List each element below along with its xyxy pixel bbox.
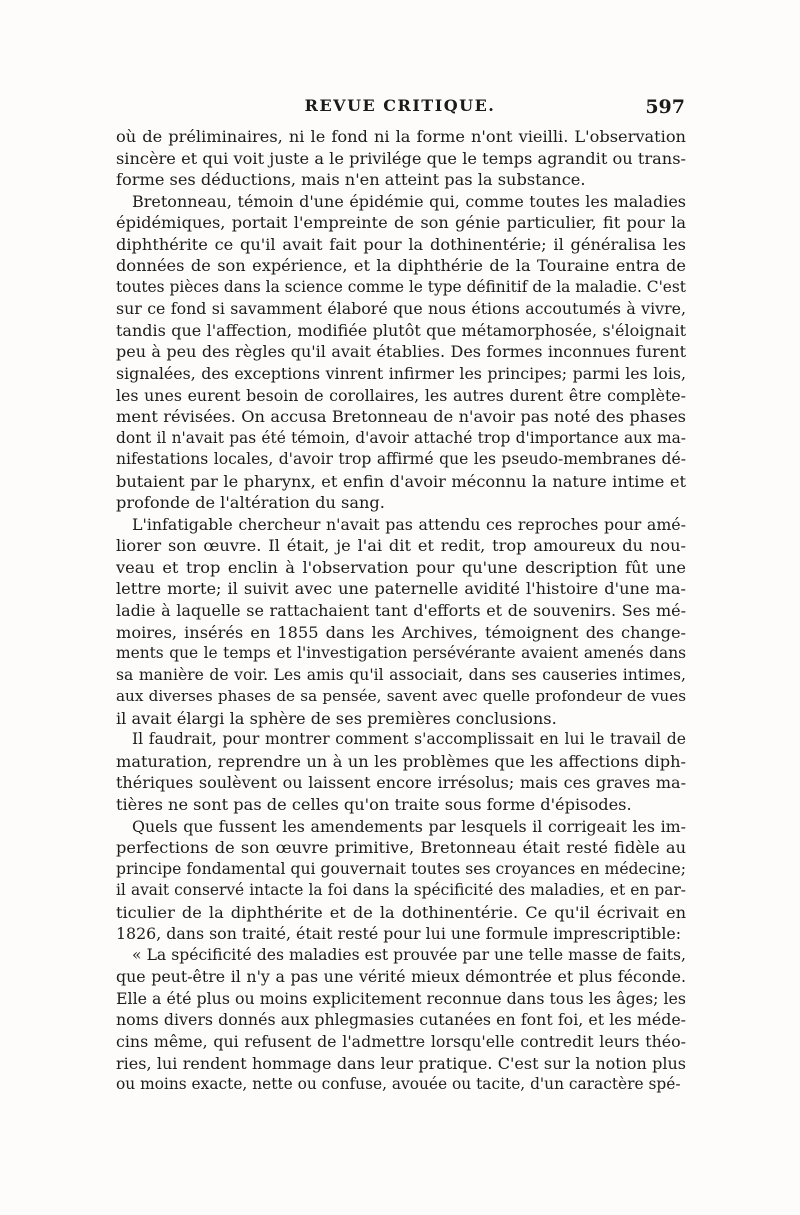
text-line: il avait élargi la sphère de ses premières conclusions.	[116, 708, 557, 728]
text-line: perfections de son œuvre primitive, Bretonneau était resté fidèle au	[116, 838, 686, 858]
text-line: toutes pièces dans la science comme le type définitif de la maladie. C'est	[116, 277, 686, 296]
text-line: Quels que fussent les amendements par lesquels il corrigeait les im-	[132, 816, 686, 836]
text-line: signalées, des exceptions vinrent infirmer les principes; parmi les lois,	[116, 364, 686, 384]
text-line: diphthérite ce qu'il avait fait pour la dothinentérie; il généralisa les	[116, 234, 686, 254]
text-line: L'infatigable chercheur n'avait pas attendu ces reproches pour amé-	[132, 514, 686, 534]
page-number: 597	[645, 96, 685, 118]
text-line: aux diverses phases de sa pensée, savent avec quelle profondeur de vues	[116, 687, 686, 706]
text-line: tières ne sont pas de celles qu'on traite sous forme d'épisodes.	[116, 794, 632, 814]
text-line: principe fondamental qui gouvernait toutes ses croyances en médecine;	[116, 859, 686, 878]
text-line: veau et trop enclin à l'observation pour qu'une description fût une	[116, 557, 686, 577]
running-head	[115, 96, 685, 122]
text-line: maturation, reprendre un à un les problèmes que les affections diph-	[116, 751, 686, 771]
running-title: REVUE CRITIQUE.	[304, 96, 496, 115]
text-line: forme ses déductions, mais n'en atteint pas la substance.	[116, 170, 586, 190]
text-line: données de son expérience, et la diphthérie de la Touraine entra de	[116, 256, 686, 276]
text-line: 1826, dans son traité, était resté pour lui une formule imprescriptible:	[116, 924, 682, 944]
text-line: moires, insérés en 1855 dans les Archives, témoignent des change-	[116, 622, 686, 642]
paragraph	[116, 729, 686, 815]
text-line: il avait conservé intacte la foi dans la spécificité des maladies, et en par-	[116, 881, 686, 900]
text-line: Elle a été plus ou moins explicitement reconnue dans tous les âges; les	[116, 988, 686, 1008]
text-line: profonde de l'altération du sang.	[116, 493, 385, 513]
text-line: tandis que l'affection, modifiée plutôt que métamorphosée, s'éloignait	[116, 320, 686, 340]
text-line: ticulier de la diphthérite et de la dothinentérie. Ce qu'il écrivait en	[116, 902, 686, 922]
text-line: sa manière de voir. Les amis qu'il associait, dans ses causeries intimes,	[116, 665, 686, 684]
paragraph	[116, 191, 686, 514]
text-line: thériques soulèvent ou laissent encore irrésolus; mais ces graves ma-	[116, 773, 686, 793]
text-line: nifestations locales, d'avoir trop affirmé que les pseudo-membranes dé-	[116, 450, 686, 469]
paragraph	[116, 816, 686, 945]
text-line: liorer son œuvre. Il était, je l'ai dit et redit, trop amoureux du nou-	[116, 536, 686, 556]
text-line: ou moins exacte, nette ou confuse, avouée ou tacite, d'un caractère spé-	[116, 1075, 681, 1094]
text-line: épidémiques, portait l'empreinte de son génie particulier, fit pour la	[116, 213, 686, 233]
text-line: Bretonneau, témoin d'une épidémie qui, comme toutes les maladies	[132, 191, 686, 211]
paragraph	[116, 514, 686, 729]
text-line: noms divers donnés aux phlegmasies cutanées en font foi, et les méde-	[116, 1010, 686, 1030]
body-text	[116, 126, 686, 1096]
text-line: dont il n'avait pas été témoin, d'avoir attaché trop d'importance aux ma-	[116, 428, 686, 447]
text-line: butaient par le pharynx, et enfin d'avoir méconnu la nature intime et	[116, 471, 686, 491]
text-line: ladie à laquelle se rattachaient tant d'efforts et de souvenirs. Ses mé-	[116, 601, 686, 621]
text-line: lettre morte; il suivit avec une paternelle avidité l'histoire d'une ma-	[116, 579, 686, 599]
text-line: que peut-être il n'y a pas une vérité mieux démontrée et plus féconde.	[116, 967, 686, 987]
text-line: ries, lui rendent hommage dans leur pratique. C'est sur la notion plus	[116, 1053, 686, 1073]
paragraph	[116, 945, 686, 1096]
text-line: peu à peu des règles qu'il avait établies. Des formes inconnues furent	[116, 342, 686, 362]
text-line: sincère et qui voit juste a le privilége que le temps agrandit ou trans-	[116, 148, 686, 168]
text-line: Il faudrait, pour montrer comment s'accomplissait en lui le travail de	[132, 730, 686, 749]
text-line: cins même, qui refusent de l'admettre lorsqu'elle contredit leurs théo-	[116, 1031, 686, 1051]
text-line: ment révisées. On accusa Bretonneau de n'avoir pas noté des phases	[116, 407, 686, 427]
text-line: ments que le temps et l'investigation persévérante avaient amenés dans	[116, 644, 686, 663]
text-line: les unes eurent besoin de corollaires, les autres durent être complète-	[116, 385, 686, 405]
text-line: où de préliminaires, ni le fond ni la forme n'ont vieilli. L'observation	[116, 127, 686, 146]
text-line: sur ce fond si savamment élaboré que nous étions accoutumés à vivre,	[116, 299, 686, 319]
text-line: « La spécificité des maladies est prouvée par une telle masse de faits,	[132, 945, 686, 964]
paragraph	[116, 126, 686, 191]
